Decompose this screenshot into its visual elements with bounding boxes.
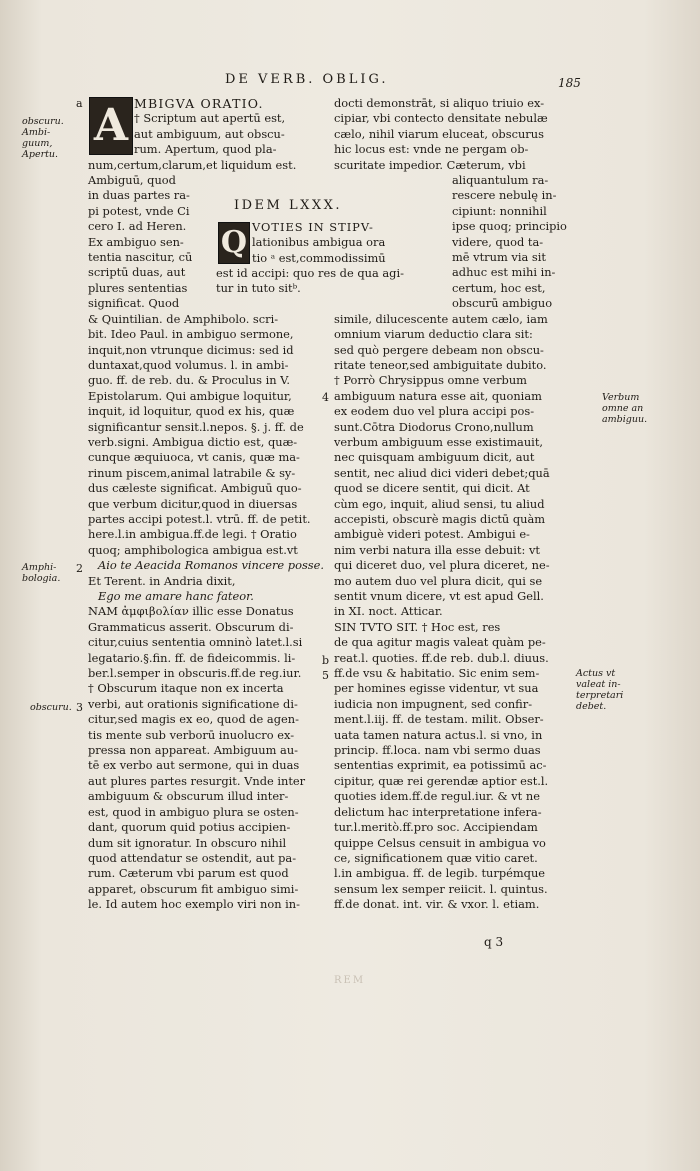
section-heading: IDEM LXXX. [234,198,343,213]
ornamental-initial-a: A [89,97,133,155]
margin-letter-b: b [322,654,330,667]
text-line: accepisti, obscurè magis dictū quàm [334,511,546,526]
text-line: VOTIES IN STIPV- [252,220,374,234]
text-line: rescere nebulę in- [452,188,557,203]
text-line: pressa non appareat. Ambiguum au- [88,743,299,758]
text-line: ex eodem duo vel plura accipi pos- [334,404,535,419]
text-line: tur.l.meritò.ff.pro soc. Accipiendam [334,820,538,835]
text-line: sed quò pergere debeam non obscu- [334,342,544,357]
text-line: tur in tuto sitᵇ. [216,281,301,296]
text-line: certum, hoc est, [452,280,546,295]
text-line: le. Id autem hoc exemplo viri non in- [88,897,300,912]
margin-note-obscuru: obscuru. Ambi- guum, Apertu. [22,116,64,160]
text-line: ce, significationem quæ vitio caret. [334,850,538,865]
text-line: partes accipi potest.l. vtrū. ff. de petit. [88,511,311,526]
text-line: cipiunt: nonnihil [452,203,547,218]
text-line: citur,sed magis ex eo, quod de agen- [88,712,299,727]
text-line: uata tamen natura actus.l. si vno, in [334,727,543,742]
section-title: MBIGVA ORATIO. [134,96,264,111]
text-line: † Scriptum aut apertū est, [134,111,286,126]
text-line: Et Terent. in Andria dixit, [88,573,236,588]
text-line: tio ᵃ est,commodissimū [252,250,386,265]
page-number: 185 [558,76,581,90]
text-line: guo. ff. de reb. du. & Proculus in V. [88,373,291,388]
text-line: citur,cuius sententia omninò latet.l.si [88,635,303,650]
text-line: here.l.in ambigua.ff.de legi. † Oratio [88,527,297,542]
text-line: Ambiguū, quod [88,173,176,188]
text-line: videre, quod ta- [452,234,544,249]
text-line: inquit, id loquitur, quod ex his, quæ [88,404,295,419]
text-line: & Quintilian. de Amphibolo. scri- [88,311,279,326]
text-line: cùm ego, inquit, aliud sensi, tu aliud [334,496,545,511]
text-line: que verbum dicitur,quod in diuersas [88,496,298,511]
margin-number-3: 3 [76,701,83,714]
text-line: qui diceret duo, vel plura diceret, ne- [334,558,550,573]
text-line: aut plures partes resurgit. Vnde inter [88,773,306,788]
text-line: quod attendatur se ostendit, aut pa- [88,850,297,865]
text-line: bit. Ideo Paul. in ambiguo sermone, [88,327,294,342]
text-line: ambiguè videri potest. Ambigui e- [334,527,530,542]
text-line: nec quisquam ambiguum dicit, aut [334,450,535,465]
text-line: est id accipi: quo res de qua agi- [216,266,404,280]
text-line: inquit,non vtrunque dicimus: sed id [88,342,294,357]
text-line: pi potest, vnde Ci [88,203,190,218]
text-line: rum. Apertum, quod pla- [134,142,277,157]
text-line: sentit, nec aliud dici videri debet;quā [334,465,550,480]
margin-note-verbum: Verbum omne an ambiguu. [602,392,648,425]
text-line: tentia nascitur, cū [88,250,193,265]
text-line: sententias exprimit, ea potissimū ac- [334,758,547,773]
text-line: verbum ambiguum esse existimauit, [334,434,544,449]
text-line: rum. Cæterum vbi parum est quod [88,866,289,881]
margin-note-actus: Actus vt valeat in- terpretari debet. [576,668,624,712]
ornamental-initial-q: Q [218,222,250,264]
verse-quote: Ego me amare hanc fateor. [98,589,254,603]
text-line: num,certum,clarum,et liquidum est. [88,157,297,172]
text-line: reat.l. quoties. ff.de reb. dub.l. diuus. [334,650,549,665]
text-line: legatario.§.fin. ff. de fideicommis. li- [88,650,296,665]
text-line: omnium viarum deductio clara sit: [334,327,533,342]
text-line: l.in ambigua. ff. de legib. turpémque [334,866,546,881]
text-line: duntaxat,quod volumus. l. in ambi- [88,357,289,372]
text-line: ipse quoq; principio [452,219,567,234]
text-line: quoties idem.ff.de regul.iur. & vt ne [334,789,540,804]
text-line: Ex ambiguo sen- [88,234,184,249]
signature-mark: q 3 [484,935,504,949]
text-line: ff.de donat. int. vir. & vxor. l. etiam. [334,897,540,912]
text-line: tē ex verbo aut sermone, qui in duas [88,758,300,773]
text-line: scriptū duas, aut [88,265,186,280]
text-line: delictum hac interpretatione infera- [334,804,542,819]
text-line: obscurū ambiguo [452,296,553,311]
text-line: ambiguum & obscurum illud inter- [88,789,289,804]
text-line: sunt.Cōtra Diodorus Crono,nullum [334,419,534,434]
text-line: significat. Quod [88,296,180,311]
text-line: de qua agitur magis valeat quàm pe- [334,635,546,650]
text-line: sensum lex semper reiicit. l. quintus. [334,881,548,896]
text-line: cipiar, vbi contecto densitate nebulæ [334,111,548,126]
text-line: † Porrò Chrysippus omne verbum [334,373,527,388]
text-line: SIN TVTO SIT. † Hoc est, res [334,619,501,634]
text-line: quod se dicere sentit, qui dicit. At [334,481,530,496]
text-line: aliquantulum ra- [452,173,549,188]
margin-number-2: 2 [76,562,83,575]
text-line: nim verbi natura illa esse debuit: vt [334,542,540,557]
verse-quote: Aio te Aeacida Romanos vincere posse. [98,558,324,573]
text-line: cælo, nihil viarum eluceat, obscurus [334,126,544,141]
text-line: verb.signi. Ambigua dictio est, quæ- [88,434,298,449]
text-line: ment.l.iij. ff. de testam. milit. Obser- [334,712,544,727]
text-line: dus cæleste significat. Ambiguū quo- [88,481,302,496]
text-line: est, quod in ambiguo plura se osten- [88,804,299,819]
text-line: lationibus ambigua ora [252,235,386,250]
text-line: Epistolarum. Qui ambigue loquitur, [88,388,292,403]
text-line: simile, dilucescente autem cælo, iam [334,311,548,326]
text-line: NAM ἀμφιβολίαν illic esse Donatus [88,604,294,619]
text-line: tis mente sub verborū inuolucro ex- [88,727,295,742]
text-line: quippe Celsus censuit in ambigua vo [334,835,546,850]
margin-note-amphibologia: Amphi- bologia. [22,562,61,584]
right-column [334,96,566,913]
text-line: in duas partes ra- [88,188,190,203]
text-line: aut ambiguum, aut obscu- [134,126,285,141]
text-line: significantur sensit.l.nepos. §. j. ff. de [88,419,304,434]
text-line: cunque æquiuoca, vt canis, quæ ma- [88,450,300,465]
text-line: quoq; amphibologica ambigua est.vt [88,542,298,557]
text-line: mē vtrum via sit [452,250,546,265]
text-line: hic locus est: vnde ne pergam ob- [334,142,529,157]
margin-letter-a: a [76,97,83,110]
text-line: ff.de vsu & habitatio. Sic enim sem- [334,666,540,681]
text-line: in XI. noct. Atticar. [334,604,443,619]
text-line: ambiguum natura esse ait, quoniam [334,388,542,403]
text-line: † Obscurum itaque non ex incerta [88,681,284,696]
running-title: DE VERB. OBLIG. [225,72,389,87]
text-line: plures sententias [88,280,188,295]
show-through-text: REM [334,975,366,986]
text-line: per homines egisse videntur, vt sua [334,681,539,696]
margin-number-5: 5 [322,669,329,682]
text-line: adhuc est mihi in- [452,265,556,280]
text-line: docti demonstrāt, si aliquo triuio ex- [334,96,545,110]
text-line: dant, quorum quid potius accipien- [88,820,291,835]
left-column [88,96,324,913]
text-line: scuritate impedior. Cæterum, vbi [334,157,526,172]
text-line: apparet, obscurum fit ambiguo simi- [88,881,299,896]
text-line: cero I. ad Heren. [88,219,187,234]
margin-number-4: 4 [322,391,329,404]
text-line: sentit vnum dicere, vt est apud Gell. [334,589,544,603]
text-line: princip. ff.loca. nam vbi sermo duas [334,743,541,758]
text-line: verbi, aut orationis significatione di- [88,696,298,711]
text-line: Grammaticus asserit. Obscurum di- [88,619,294,634]
text-line: dum sit ignoratur. In obscuro nihil [88,835,287,850]
margin-note-obscuru-3: obscuru. [30,702,72,713]
text-line: iudicia non impugnent, sed confir- [334,696,533,711]
text-line: ritate teneor,sed ambiguitate dubito. [334,357,547,372]
text-line: ber.l.semper in obscuris.ff.de reg.iur. [88,666,302,681]
text-line: mo autem duo vel plura dicit, qui se [334,573,543,588]
text-line: cipitur, quæ rei gerendæ aptior est.l. [334,773,549,788]
text-line: rinum piscem,animal latrabile & sy- [88,465,296,480]
